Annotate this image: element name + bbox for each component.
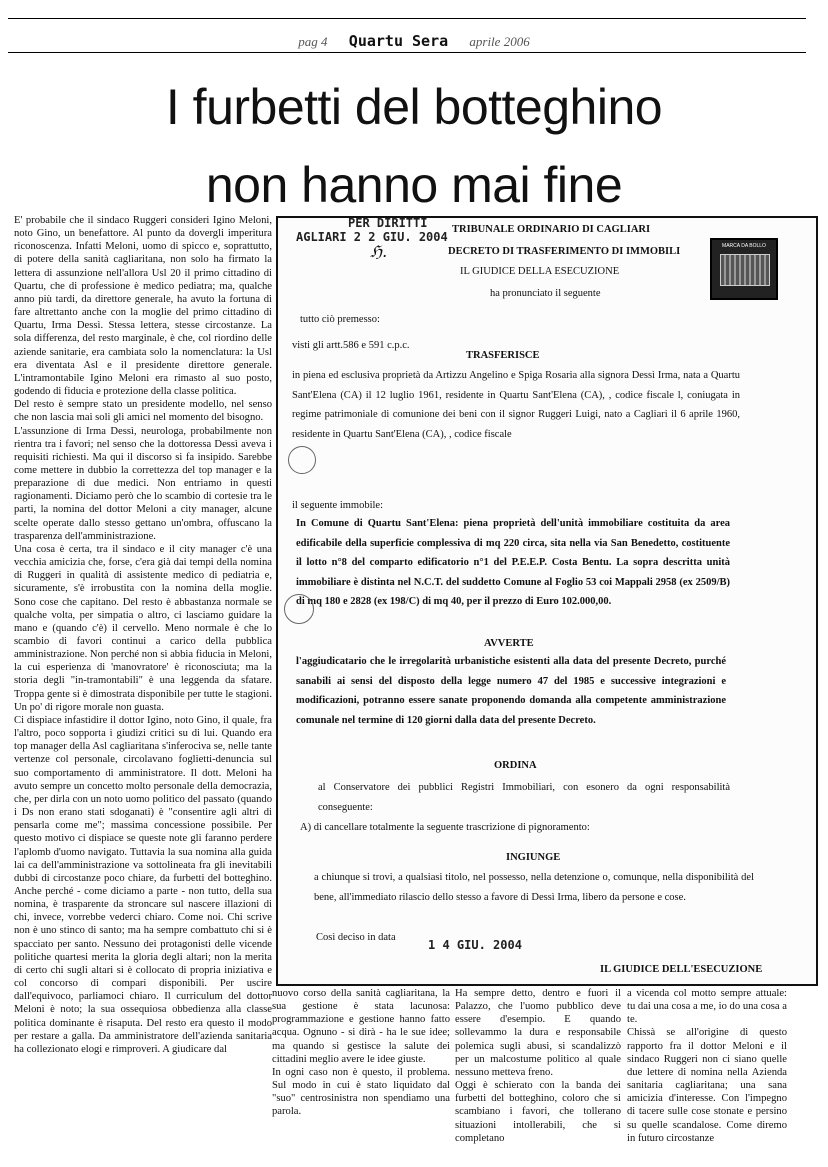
transfers-heading: TRASFERISCE — [466, 350, 540, 361]
judge-signature-line: IL GIUDICE DELL'ESECUZIONE — [600, 964, 763, 975]
judge-heading: IL GIUDICE DELLA ESECUZIONE — [460, 266, 620, 277]
property-label: il seguente immobile: — [292, 500, 383, 511]
paragraph: Del resto è sempre stato un presidente modello, nel senso che non lascia mai soli gli amici nel momento del bisogno. — [14, 399, 272, 424]
headline-line-2: non hanno mai fine — [205, 157, 623, 213]
seal-text: MARCA DA BOLLO — [722, 243, 766, 249]
paragraph: a vicenda col motto sempre attuale: tu dai una cosa a me, io do una cosa a te. — [627, 988, 787, 1026]
masthead-rule — [8, 52, 806, 53]
paragraph: nuovo corso della sanità cagliaritana, la sua gestione è stata lacunosa: programmazione e gestione hanno fatto acqua. Ognuno - si dirà - ha le sue idee; ma quando si gestisce la salute dei cittadini meglio avere le idee giuste. — [272, 988, 450, 1065]
pronounced-line: ha pronunciato il seguente — [490, 288, 601, 299]
article-column-3 — [455, 987, 621, 1145]
page-number: pag 4 — [298, 34, 328, 49]
warns-text: l'aggiudicatario che le irregolarità urbanistiche esistenti alla data del presente Decreto, purché sanabili ai sensi del disposto della legge numero 47 del 1985 e successive integrazioni e modificazioni, potranno essere sanate proponendo domanda alla competente amministrazione comunale nel termine di 120 giorni dalla data del presente Decreto. — [296, 656, 726, 726]
stamp-circle — [288, 446, 316, 474]
decree-title: DECRETO DI TRASFERIMENTO DI IMMOBILI — [448, 246, 681, 257]
orders-text: al Conservatore dei pubblici Registri Immobiliari, con esonero da ogni responsabilità conseguente: — [318, 782, 730, 813]
paragraph: L'assunzione di Irma Dessì, neurologa, probabilmente non rientra tra i favori; nel senso che la dottoressa Dessì aveva i requisiti richiesti. Ma qui il discorso si fa insipido. Sarebbe come mettere in dubbio la correttezza del top manager e la preparazione di due medici. Non entriamo in questi ragionamenti. Diciamo però che lo scambio di cortesie tra le parti, la nomina del dottor Meloni a city manager, alcune scelte operate dallo stesso gettano un'ombra, offuscano la trasparenza dell'amministrazione. — [14, 425, 272, 542]
paragraph: In ogni caso non è questo, il problema. Sul modo in cui è stato liquidato dal "suo" centrosinistra non spendiamo una parola. — [272, 1066, 450, 1118]
issue-date: aprile 2006 — [469, 34, 530, 49]
article-column-1 — [14, 214, 272, 1144]
seal-pattern — [720, 254, 770, 286]
transfers-text: in piena ed esclusiva proprietà da Artizzu Angelino e Spiga Rosaria alla signora Dessì Irma, nata a Quartu Sant'Elena (CA) il 12 luglio 1961, residente in Quartu Sant'Elena (CA), , codice fiscale l, coniugata in regime patrimoniale di comunione dei beni con il signor Ruggeri Luigi, nato a Cagliari il 6 aprile 1960, residente in Quartu Sant'Elena (CA), , codice fiscale — [292, 370, 740, 440]
tribunal-heading: TRIBUNALE ORDINARIO DI CAGLIARI — [452, 224, 651, 235]
signature-scribble: ℌ. — [370, 242, 388, 261]
stamp-circle — [284, 594, 314, 624]
paragraph: Chissà se all'origine di questo rapporto fra il dottor Meloni e il sindaco Ruggeri non ci siano quelle due lettere di nomina nella Azienda sanitaria cagliaritana; una sana amicizia d'interesse. Con l'impegno di tacere sulle cose stonate e persino su quelle scandalose. Come diremo in futuro circostanze — [627, 1027, 787, 1144]
headline-line-1: I furbetti del botteghino — [165, 79, 663, 135]
orders-heading: ORDINA — [494, 760, 537, 771]
masthead — [0, 32, 828, 50]
enjoins-heading: INGIUNGE — [506, 852, 561, 863]
decided-line: Così deciso in data — [316, 932, 396, 943]
court-decree-document — [276, 216, 818, 986]
stamp-rights: PER DIRITTI — [348, 216, 428, 230]
premise-line: tutto ciò premesso: — [300, 314, 380, 325]
article-column-4 — [627, 987, 787, 1145]
revenue-stamp-seal — [710, 238, 778, 300]
enjoins-text: a chiunque si trovi, a qualsiasi titolo, nel possesso, nella detenzione o, comunque, nella disponibilità del bene, all'immediato rilascio dello stesso a favore di Dessì Irma, libero da persone e cose. — [314, 872, 754, 903]
decree-date-stamp: 1 4 GIU. 2004 — [428, 938, 522, 952]
stamp-place-date: AGLIARI 2 2 GIU. 2004 — [296, 230, 448, 244]
newspaper-name: Quartu Sera — [348, 32, 449, 50]
article-column-2 — [272, 987, 450, 1119]
top-rule — [8, 18, 806, 19]
warns-heading: AVVERTE — [484, 638, 534, 649]
paragraph: E' probabile che il sindaco Ruggeri consideri Igino Meloni, noto Gino, un benefattore. Al punto da dovergli imperitura riconoscenza. Infatti Meloni, uomo di spicco e, soprattutto, di potere della sanità cagliaritana, non solo ha firmato la lettera di assunzione nell'allora Usl 20 il primo cittadino di Quartu, che di professione è medico pediatra; ma, qualche anno più tardi, da direttore generale, ha avuto la fortuna di fare altrettanto anche con la moglie del primo cittadino di Quartu, Irma Dessì. Stessa lettera, stesse circostanze. La sola differenza, del resto marginale, è che, col riordino delle aziende sanitarie, era cambiata solo la nomenclatura: la Usl era diventata Asl e il presidente direttore generale. L'intramontabile Igino Meloni era rimasto al suo posto, godendo di fiducia e protezione della classe politica. — [14, 215, 272, 398]
paragraph: Ci dispiace infastidire il dottor Igino, noto Gino, il quale, fra l'altro, poco sopporta i giudizi critici su di lui. Quando era top manager della Asl cagliaritana s'inferociva se, nelle tante vertenze col personale, circolavano foglietti-denuncia sul suo comportamento di amministratore. Il dott. Meloni ha avuto sempre un concetto molto personale della democrazia, che, per dirla con un noto uomo politico del passato (quando i Ds non erano stati sdoganati) è "consentire agli altri di pensarla come me"; massima concessione possibile. Per questo motivo ci dispiace se queste note gli faranno perdere l'aplomb d'uomo navigato. Tuttavia la sua nomina alla guida lai ca dell'amministrazione va sottolineata fra gli inevitabili dubbi di circostanze poco chiare, da furbetti del botteghino. Anche perché - come diciamo a parte - non tutto, della sua nomina, è trasparente da stroncare sul nascere illazioni di chi, invece, vorrebbe vederci chiaro. Come noi. Chi scrive non è uno stinco di santo; ma ha sempre combattuto chi si è spacciato per santo. Nessuno dei protagonisti delle vicende politiche quartesi merita la gloria degli altari; non la merita di certo chi sugli altari si è collocato di propria iniziativa e col concorso di compari disponibili. Per uscire dall'equivoco, parliamoci chiaro. Il curriculum del dottor Meloni è noto; la sua ossequiosa obbedienza alla classe politica dominante è risaputa. Del resto era questo il modo per restare a galla. Da amministratore dell'azienda sanitaria ha collezionato elogi e rimproveri. A giudicare dal — [14, 714, 272, 1055]
property-text: In Comune di Quartu Sant'Elena: piena proprietà dell'unità immobiliare costituita da area edificabile della superficie complessiva di mq 220 circa, sita nella via San Benedetto, costituente il lotto n°8 del comparto edificatorio n°1 del P.E.E.P. Costa Bentu. La sopra descritta unità immobiliare è distinta nel N.C.T. del suddetto Comune al Foglio 53 coi Mappali 2958 (ex 2509/B) di mq 180 e 2828 (ex 198/C) di mq 40, per il prezzo di Euro 102.000,00. — [296, 518, 730, 607]
articles-line: visti gli artt.586 e 591 c.p.c. — [292, 340, 410, 351]
paragraph: Ha sempre detto, dentro e fuori il Palazzo, che l'uomo pubblico deve essere d'esempio. E quando sollevammo la dura e responsabile polemica sugli abusi, si scandalizzò per un malcostume politico al quale nessuno metteva freno. — [455, 988, 621, 1078]
orders-item-a: A) di cancellare totalmente la seguente trascrizione di pignoramento: — [300, 822, 590, 833]
paragraph: Oggi è schierato con la banda dei furbetti del botteghino, coloro che si scambiano i favori, che tollerano situazioni intollerabili, che si completano — [455, 1080, 621, 1144]
paragraph: Una cosa è certa, tra il sindaco e il city manager c'è una vecchia amicizia che, forse, c'era già dai tempi della nomina di Ruggeri in qualità di assistente medico di pediatria e, sicuramente, s'è irrobustita con la nomina della moglie. Sono cose che capitano. Del resto è abbastanza normale se qualche volta, per simpatia o altro, ci lasciamo guidare la mano e (quando c'è) il cervello. Meno normale è che lo scambio di favori continui a carico della pubblica amministrazione. Non perché non si abbia fiducia in Meloni, la cui esperienza di 'manovratore' è riconosciuta; ma la storia degli "in-tramontabili" è una leggenda da sfatare. Troppa gente si è dimostrata disponibile per tutte le stagioni. Un po' di rigore morale non guasta. — [14, 543, 272, 713]
